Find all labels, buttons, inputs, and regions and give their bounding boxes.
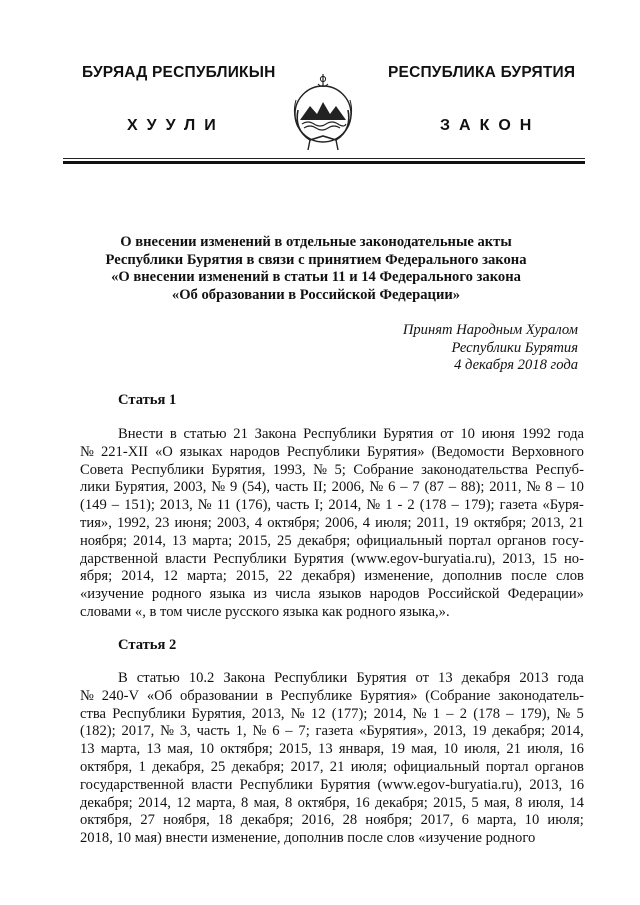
- article-2-heading: Статья 2: [118, 637, 177, 653]
- paragraph-line: (182); 2017, № 3, часть 1, № 6 – 7; газета «Бурятия», 2013, 19 декабря; 2014,: [80, 723, 584, 740]
- paragraph-line: октября, 1 декабря, 25 декабря; 2017, 21 июля; официальный портал органов: [80, 758, 584, 775]
- article-1-text: [80, 426, 584, 622]
- paragraph-line: ноября; 2014, 13 марта; 2015, 25 декабря; официальный портал органов госу-: [80, 532, 584, 549]
- paragraph-line: № 240-V «Об образовании в Республике Бурятия» (Собрание законодатель-: [80, 687, 584, 704]
- paragraph-line: (149 – 151); 2013, № 11 (176), часть I; 2014, № 1 - 2 (178 – 179); газета «Буря-: [80, 497, 584, 514]
- title-line: О внесении изменений в отдельные законодательные акты: [120, 234, 512, 250]
- paragraph-line: декабря; 2014, 12 марта, 8 мая, 8 октября, 16 декабря; 2015, 5 мая, 8 июля, 14: [80, 794, 584, 811]
- header-right-subtitle: ЗАКОН: [440, 117, 541, 134]
- paragraph-line: тия», 1992, 23 июня; 2003, 4 октября; 2006, 4 июля; 2011, 19 октября; 2013, 21: [80, 514, 584, 531]
- paragraph-line: Совета Республики Бурятия, 1993, № 5; Собрание законодательства Респуб-: [80, 461, 584, 478]
- paragraph-line: дарственной власти Республики Бурятия (www.egov-buryatia.ru), 2013, 15 но-: [80, 550, 584, 567]
- header-left-subtitle: ХУУЛИ: [127, 117, 225, 134]
- adoption-note: [403, 322, 578, 375]
- paragraph-line: № 221-XII «О языках народов Республики Бурятия» (Ведомости Верховного: [80, 443, 584, 460]
- adoption-line: 4 декабря 2018 года: [454, 357, 578, 373]
- coat-of-arms-icon: [290, 70, 356, 152]
- paragraph-line: лики Бурятия, 2003, № 9 (54), часть II; 2006, № 6 – 7 (87 – 88); 2011, № 8 – 10: [80, 479, 584, 496]
- paragraph-line: Внести в статью 21 Закона Республики Бурятия от 10 июня 1992 года: [118, 426, 584, 442]
- header-right-title: РЕСПУБЛИКА БУРЯТИЯ: [388, 64, 576, 81]
- paragraph-line: государственной власти Республики Бурятия (www.egov-buryatia.ru), 2013, 16: [80, 776, 584, 793]
- paragraph-line: ября; 2014, 12 марта; 2015, 22 декабря) изменение, дополнив после слов: [80, 568, 584, 585]
- title-line: Республики Бурятия в связи с принятием Федерального закона: [105, 251, 527, 268]
- paragraph-line: словами «, в том числе русского языка как родного языка,».: [80, 603, 450, 620]
- article-2-text: [80, 670, 584, 848]
- adoption-line: Республики Бурятия: [451, 339, 578, 356]
- adoption-line: Принят Народным Хуралом: [402, 322, 578, 338]
- paragraph-line: ства Республики Бурятия, 2013, № 12 (177); 2014, № 1 – 2 (178 – 179), № 5: [80, 705, 584, 722]
- title-line: «О внесении изменений в статьи 11 и 14 Федерального закона: [111, 269, 521, 285]
- paragraph-line: «изучение родного языка из числа языков народов Российской Федерации»: [80, 586, 584, 603]
- law-title: [96, 234, 536, 304]
- title-line: «Об образовании в Российской Федерации»: [171, 286, 461, 303]
- paragraph-line: 2018, 10 мая) внести изменение, дополнив после слов «изучение родного: [80, 830, 536, 847]
- paragraph-line: 13 марта, 13 мая, 10 октября; 2015, 13 января, 19 мая, 10 июля, 21 июля, 16: [80, 741, 584, 758]
- header-left-title: БУРЯАД РЕСПУБЛИКЫН: [82, 64, 276, 81]
- header-divider-thick: [63, 161, 585, 164]
- article-1-heading: Статья 1: [118, 392, 177, 408]
- paragraph-line: октября, 27 ноября, 18 декабря; 2016, 28 ноября; 2017, 6 марта, 10 июля;: [80, 812, 584, 829]
- header-divider-thin: [63, 158, 585, 159]
- paragraph-line: В статью 10.2 Закона Республики Бурятия от 13 декабря 2013 года: [118, 670, 584, 686]
